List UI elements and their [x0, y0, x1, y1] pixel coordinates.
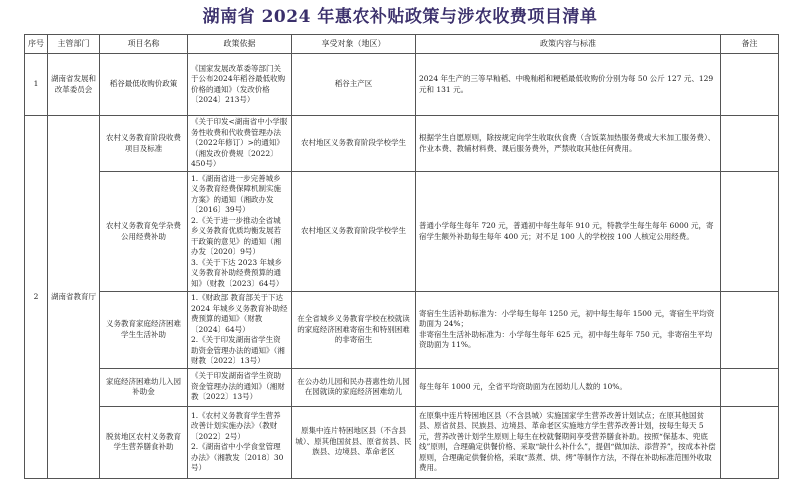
- cell-basis: 1.《湖南省进一步完善城乡义务教育经费保障机制实施方案》的通知（湘政办发〔2016〕39号） 2.《关于进一步推动全省城乡义务教育优质均衡发展若干政策的意见》的通知（湘办发〔2020〕9号） 3.《关于下达 2023 年城乡义务教育补助经费预算的通知》（财教〔2023〕64号）: [188, 172, 292, 292]
- cell-remark: [721, 292, 779, 369]
- header-remark: 备注: [721, 35, 779, 54]
- table-row: [25, 116, 779, 172]
- header-target: 享受对象（地区）: [292, 35, 416, 54]
- cell-basis: 1.《财政部 教育部关于下达 2024 年城乡义务教育补助经费预算的通知》（财教〔2024〕64号） 2.《关于印发湖南省学生资助资金管理办法的通知》（湘财教〔2022〕13号）: [188, 292, 292, 369]
- cell-project: 家庭经济困难幼儿入园补助金: [100, 368, 188, 406]
- cell-project: 农村义务教育阶段收费项目及标准: [100, 116, 188, 172]
- table-header-row: [25, 35, 779, 54]
- page-title: 湖南省 2024 年惠农补贴政策与涉农收费项目清单: [202, 7, 598, 27]
- cell-content: 在原集中连片特困地区县（不含县城）实施国家学生营养改善计划试点；在原其他国贫县、原省贫县、民族县、边境县、革命老区实施地方学生营养改善计划，按每生每天 5 元，营养改善计划学生原则上每生在校就餐期间享受营养膳食补助。按照“保基本、兜底线”原则，合理确定供餐价格、采取“缺什么补什么”，提倡“做加法、添营养”，按成本补偿原则，合理确定供餐价格，采取“蒸煮、烘、烤”等制作方法，不得在补助标准范围外收取费用。: [416, 406, 721, 478]
- header-content: 政策内容与标准: [416, 35, 721, 54]
- cell-content: 根据学生自愿原则，除按规定向学生收取伙食费（含饭菜加热服务费或大米加工服务费）、作业本费、教辅材料费、课后服务费外，严禁收取其他任何费用。: [416, 116, 721, 172]
- table-row: [25, 292, 779, 369]
- cell-no: 2: [25, 116, 48, 479]
- cell-remark: [721, 116, 779, 172]
- cell-remark: [721, 368, 779, 406]
- cell-target: 原集中连片特困地区县（不含县城）、原其他国贫县、原省贫县、民族县、边境县、革命老区: [292, 406, 416, 478]
- cell-project: 脱贫地区农村义务教育学生营养膳食补助: [100, 406, 188, 478]
- header-dept: 主管部门: [48, 35, 100, 54]
- table-row: [25, 54, 779, 116]
- cell-project: 农村义务教育免学杂费公用经费补助: [100, 172, 188, 292]
- cell-target: 在公办幼儿园和民办普惠性幼儿园在园就读的家庭经济困难幼儿: [292, 368, 416, 406]
- cell-basis: 《国家发展改革委等部门关于公布2024年稻谷最低收购价格的通知》（发改价格〔2024〕213号）: [188, 54, 292, 116]
- header-basis: 政策依据: [188, 35, 292, 54]
- cell-project: 稻谷最低收购价政策: [100, 54, 188, 116]
- header-project: 项目名称: [100, 35, 188, 54]
- cell-content: 每生每年 1000 元，全省平均资助面为在园幼儿人数的 10%。: [416, 368, 721, 406]
- cell-project: 义务教育家庭经济困难学生生活补助: [100, 292, 188, 369]
- cell-dept: 湖南省教育厅: [48, 116, 100, 479]
- header-no: 序号: [25, 35, 48, 54]
- cell-target: 在全省城乡义务教育学校在校就读的家庭经济困难寄宿生和特别困难的非寄宿生: [292, 292, 416, 369]
- cell-target: 农村地区义务教育阶段学校学生: [292, 116, 416, 172]
- table-row: [25, 406, 779, 478]
- cell-dept: 湖南省发展和改革委员会: [48, 54, 100, 116]
- cell-remark: [721, 406, 779, 478]
- cell-target: 农村地区义务教育阶段学校学生: [292, 172, 416, 292]
- cell-no: 1: [25, 54, 48, 116]
- cell-content: 普通小学每生每年 720 元，普通初中每生每年 910 元，特教学生每生每年 6000 元，寄宿学生额外补助每生每年 400 元；对不足 100 人的学校按 100 人核定公用经费。: [416, 172, 721, 292]
- cell-remark: [721, 54, 779, 116]
- cell-content: 2024 年生产的三等早籼稻、中晚籼稻和粳稻最低收购价分别为每 50 公斤 127 元、129 元和 131 元。: [416, 54, 721, 116]
- table-row: [25, 172, 779, 292]
- cell-basis: 1.《农村义务教育学生营养改善计划实施办法》（教财〔2022〕2号） 2.《湖南省中小学食堂管理办法》（湘教发〔2018〕30号）: [188, 406, 292, 478]
- project-table: [24, 34, 779, 479]
- cell-remark: [721, 172, 779, 292]
- cell-basis: 《关于印发<湖南省中小学服务性收费和代收费管理办法（2022年修订）>的通知》（湘发改价费规〔2022〕450号）: [188, 116, 292, 172]
- cell-basis: 《关于印发湖南省学生资助资金管理办法的通知》（湘财教〔2022〕13号）: [188, 368, 292, 406]
- table-row: [25, 368, 779, 406]
- cell-target: 稻谷主产区: [292, 54, 416, 116]
- cell-content: 寄宿生生活补助标准为：小学每生每年 1250 元，初中每生每年 1500 元，寄宿生平均资助面为 24%； 非寄宿生生活补助标准为：小学每生每年 625 元，初中每生每年 750 元，非寄宿生平均资助面为 11%。: [416, 292, 721, 369]
